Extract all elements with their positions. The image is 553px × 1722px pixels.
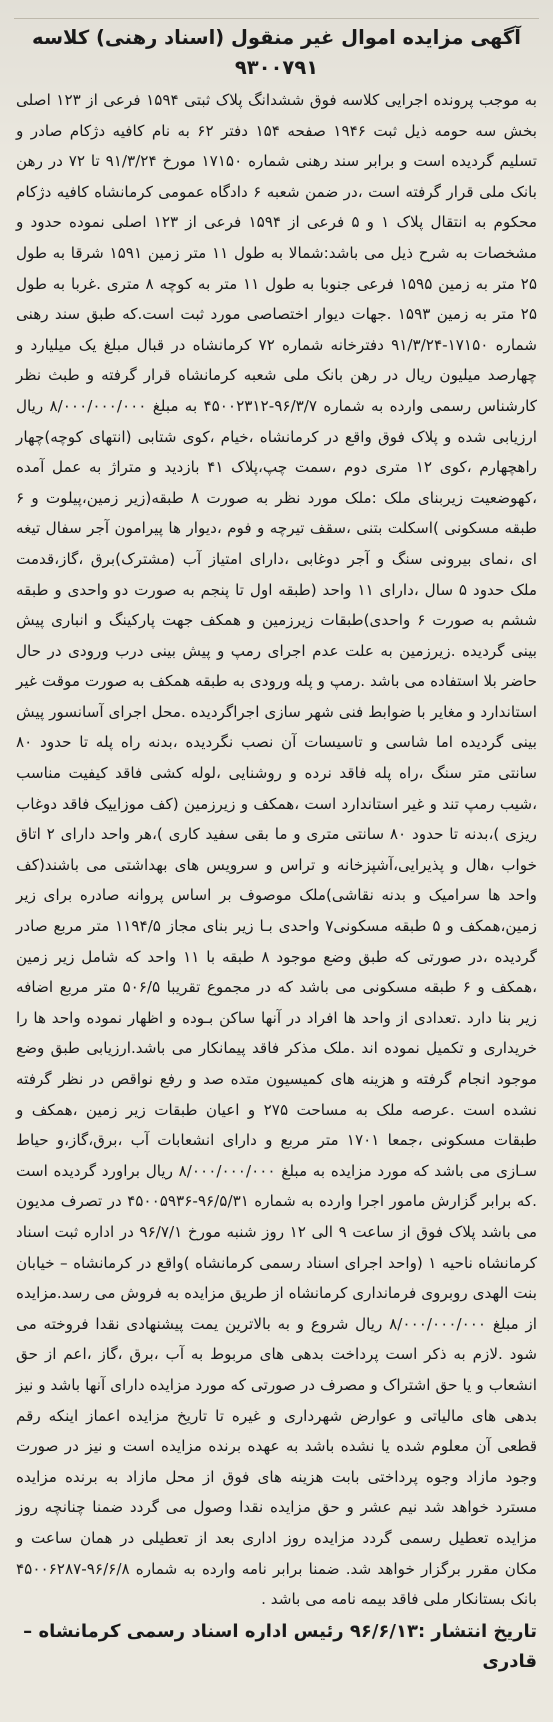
publication-date-and-signer-title: تاریخ انتشار :۹۶/۶/۱۳ رئیس اداره اسناد رسمی کرمانشاه – — [23, 1620, 537, 1642]
notice-body: به موجب پرونده اجرایی کلاسه فوق ششدانگ پلاک ثبتی ۱۵۹۴ فرعی از ۱۲۳ اصلی بخش سه حومه ذیل ثبت ۱۹۴۶ صفحه ۱۵۴ دفتر ۶۲ به نام کافیه دژکام صادر و تسلیم گردیده است و برابر سند رهنی شماره ۱۷۱۵۰ مورخ ۹۱/۳/۲۴ تا ۷۲ در رهن بانک ملی قرار گرفته است ،در ضمن شعبه ۶ دادگاه عمومی کرمانشاه کافیه دژکام محکوم به انتقال پلاک ۱ و ۵ فرعی از ۱۵۹۴ فرعی از ۱۲۳ اصلی نموده حدود و مشخصات به شرح ذیل می باشد:شمالا به طول ۱۱ متر زمین ۱۵۹۱ شرقا به طول ۲۵ متر به زمین ۱۵۹۵ فرعی جنوبا به طول ۱۱ متر به کوچه ۸ متری .غربا به طول ۲۵ متر به زمین ۱۵۹۳ .جهات دیوار اختصاصی مورد ثبت است.که طبق سند رهنی شماره ۱۷۱۵۰-۹۱/۳/۲۴ دفترخانه شماره ۷۲ کرمانشاه در قبال مبلغ یک میلیارد و چهارصد میلیون ریال در رهن بانک ملی شعبه کرمانشاه قرار گرفته و طبث نظر کارشناس رسمی وارده به شماره ۹۶/۳/۷-۴۵۰۰۲۳۱۲ به مبلغ ۸/۰۰۰/۰۰۰/۰۰۰ ریال ارزیابی شده و پلاک فوق واقع در کرمانشاه ،خیام ،کوی شتابی (انتهای کوچه)چهار راهچهارم ،کوی ۱۲ متری دوم ،سمت چپ،پلاک ۴۱ بازدید و متراژ به عمل آمده ،کهوضعیت زیربنای ملک :ملک مورد نظر به صورت ۸ طبقه(زیر زمین،پیلوت و ۶ طبقه مسکونی )اسکلت بتنی ،سقف تیرچه و فوم ،دیوار ها پیرامون آجر سفال تیغه ای ،نمای بیرونی سنگ و آجر دوغابی ،دارای امتیاز آب (مشترک)برق ،گاز،قدمت ملک حدود ۵ سال ،دارای ۱۱ واحد (طبقه اول تا پنجم به صورت دو واحدی و طبقه ششم به صورت ۶ واحدی)طبقات زیرزمین و همکف جهت پارکینگ و انباری پیش بینی گردیده .زیرزمین به علت عدم اجرای رمپ و پیش بینی درب ورودی در حال حاضر بلا استفاده می باشد .رمپ و پله ورودی به طبقه همکف به صورت موقت غیر استاندارد و مغایر با ضوابط فنی شهر سازی اجراگردیده .محل اجرای آسانسور پیش بینی گردیده اما شاسی و تاسیسات آن نصب نگردیده ،بدنه راه پله تا حدود ۸۰ سانتی متر سنگ ،راه پله فاقد نرده و روشنایی ،لوله کشی فاقد کیفیت مناسب ،شیب رمپ تند و غیر استاندارد است ،همکف و زیرزمین (کف موزاییک فاقد دوغاب ریزی )،بدنه تا حدود ۸۰ سانتی متری و ما بقی سفید کاری )،هر واحد دارای ۲ اتاق خواب ،هال و پذیرایی،آشپزخانه و تراس و سرویس های بهداشتی می باشند(کف واحد ها سرامیک و بدنه نقاشی)ملک موصوف بر اساس پروانه صادره برای زیر زمین،همکف و ۵ طبقه مسکونی۷ واحدی بـا زیر بنای مجاز ۱۱۹۴/۵ متر مربع صادر گردیده ،در صورتی که طبق وضع موجود ۸ طبقه با ۱۱ واحد که شامل زیر زمین ،همکف و ۶ طبقه مسکونی می باشد که در مجموع تقریبا ۵۰۶/۵ متر مربع اضافه زیر بنا دارد .تعدادی از واحد ها افراد در آنها ساکن بـوده و اظهار نموده واحد ها را خریداری و تکمیل نموده اند .ملک مذکر فاقد پیمانکار می باشد.ارزیابی طبق وضع موجود انجام گرفته و هزینه های کمیسیون متده صد و رفع نواقص در نظر گرفته نشده است .عرصه ملک به مساحت ۲۷۵ و اعیان طبقات زیر زمین ،همکف و طبقات مسکونی ،جمعا ۱۷۰۱ متر مربع و دارای انشعابات آب ،برق،گاز،و حیاط سـازی می باشد که مورد مزایده به مبلغ ۸/۰۰۰/۰۰۰/۰۰۰ ریال براورد گردیده است .که برابر گزارش مامور اجرا وارده به شماره ۹۶/۵/۳۱-۴۵۰۰۵۹۳۶ در تصرف مدیون می باشد پلاک فوق از ساعت ۹ الی ۱۲ روز شنبه مورخ ۹۶/۷/۱ در اداره ثبت اسناد کرمانشاه ناحیه ۱ (واحد اجرای اسناد رسمی کرمانشاه )واقع در کرمانشاه – خیابان بنت الهدی روبروی فرمانداری کرمانشاه از طریق مزایده به فروش می رسد.مزایده از مبلغ ۸/۰۰۰/۰۰۰/۰۰۰ ریال شروع و به بالاترین یمت پیشنهادی نقدا فروخته می شود .لازم به ذکر است پرداخت بدهی های مربوط به آب ،برق ،گاز ،اعم از حق انشعاب و یا حق اشتراک و مصرف در صورتی که مورد مزایده دارای آنها باشد و نیز بدهی های مالیاتی و عوارض شهرداری و غیره تا تاریخ مزایده اعماز اینکه رقم قطعی آن معلوم شده یا نشده باشد به عهده برنده مزایده است و نیز در صورت وجود مازاد وجوه پرداختی بابت هزینه های فوق از محل مازاد به برنده مزایده مسترد خواهد شد نیم عشر و حق مزایده نقدا وصول می گردد ضمنا چنانچه روز مزایده تعطیل رسمی گردد مزایده روز اداری بعد از تعطیلی در همان ساعت و مکان مقرر برگزار خواهد شد. ضمنا برابر نامه وارده به شماره ۹۶/۶/۸-۴۵۰۰۶۲۸۷ بانک بستانکار ملی فاقد بیمه نامه می باشد . — [16, 91, 538, 1609]
clipping-top-edge — [14, 6, 539, 19]
notice-title: آگهی مزایده اموال غیر منقول (اسناد رهنی) کلاسه ۹۳۰۰۷۹۱ — [32, 26, 521, 79]
signer-name: قادری — [482, 1650, 537, 1672]
notice-footer — [14, 1617, 539, 1677]
